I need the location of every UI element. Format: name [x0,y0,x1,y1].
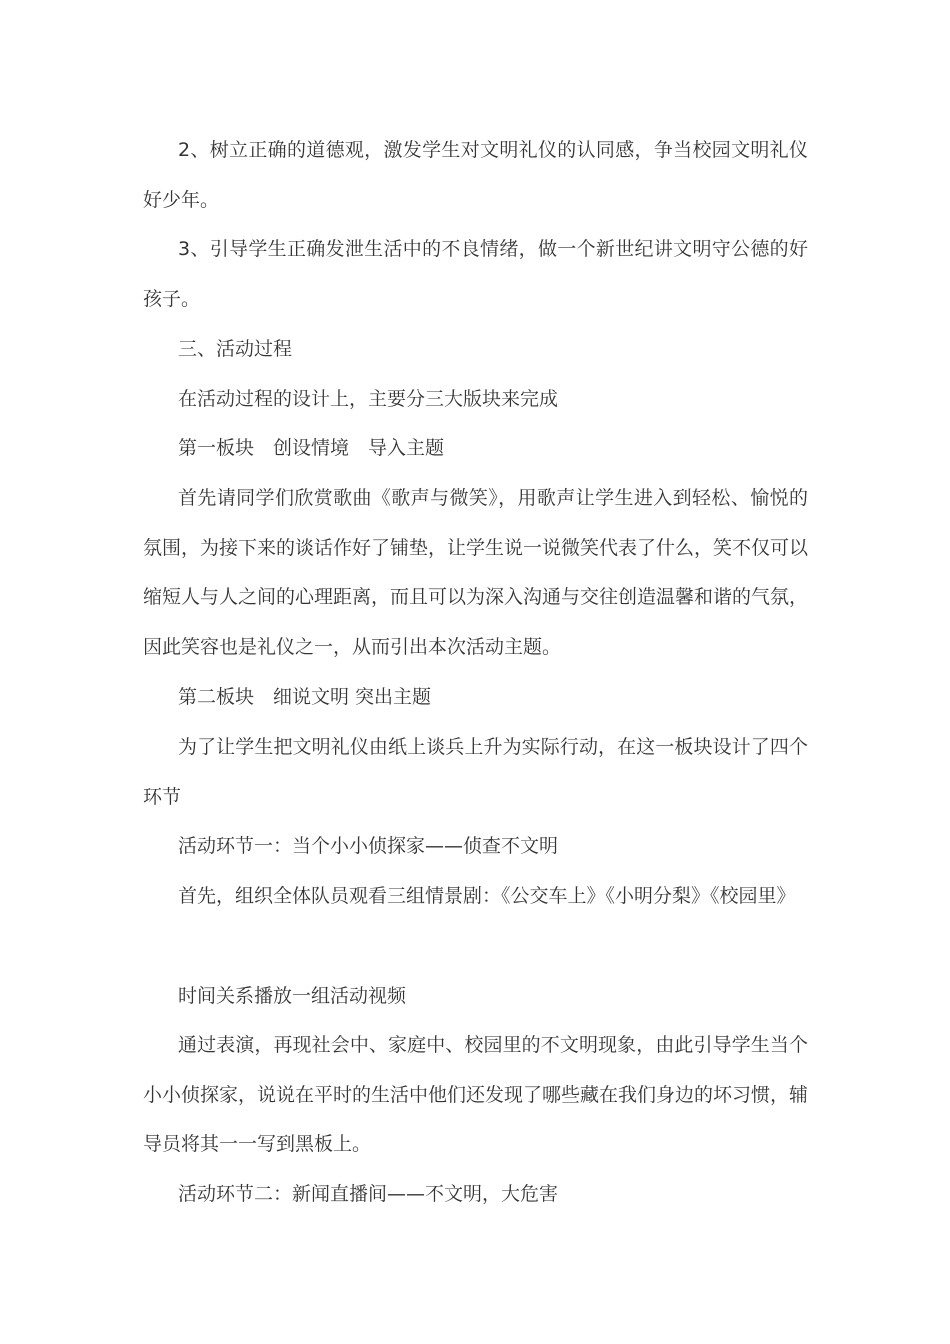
paragraph-block-2-intro: 为了让学生把文明礼仪由纸上谈兵上升为实际行动，在这一板块设计了四个环节 [143,736,808,808]
section-heading-activity-process: 三、活动过程 [178,338,293,360]
activity-step-1-heading: 活动环节一：当个小小侦探家——侦查不文明 [178,835,559,857]
activity-step-2-heading: 活动环节二：新闻直播间——不文明，大危害 [178,1183,559,1205]
paragraph-objective-2: 2、树立正确的道德观，激发学生对文明礼仪的认同感，争当校园文明礼仪好少年。 [143,139,808,211]
paragraph-design-overview: 在活动过程的设计上，主要分三大版块来完成 [178,388,559,410]
paragraph-performance: 通过表演，再现社会中、家庭中、校园里的不文明现象，由此引导学生当个小小侦探家，说说在平时的生活中他们还发现了哪些藏在我们身边的坏习惯，辅导员将其一一写到黑板上。 [143,1034,809,1156]
block-heading-1: 第一板块 创设情境 导入主题 [178,437,445,459]
paragraph-video: 时间关系播放一组活动视频 [178,985,407,1007]
block-heading-2: 第二板块 细说文明 突出主题 [178,686,432,708]
paragraph-block-1: 首先请同学们欣赏歌曲《歌声与微笑》，用歌声让学生进入到轻松、愉悦的氛围，为接下来的谈话作好了铺垫，让学生说一说微笑代表了什么，笑不仅可以缩短人与人之间的心理距离，而且可以为深入沟通与交往创造温馨和谐的气氛，因此笑容也是礼仪之一，从而引出本次活动主题。 [143,487,809,658]
paragraph-objective-3: 3、引导学生正确发泄生活中的不良情绪，做一个新世纪讲文明守公德的好孩子。 [143,238,808,310]
paragraph-skits: 首先，组织全体队员观看三组情景剧：《公交车上》《小明分梨》《校园里》 [178,885,796,907]
